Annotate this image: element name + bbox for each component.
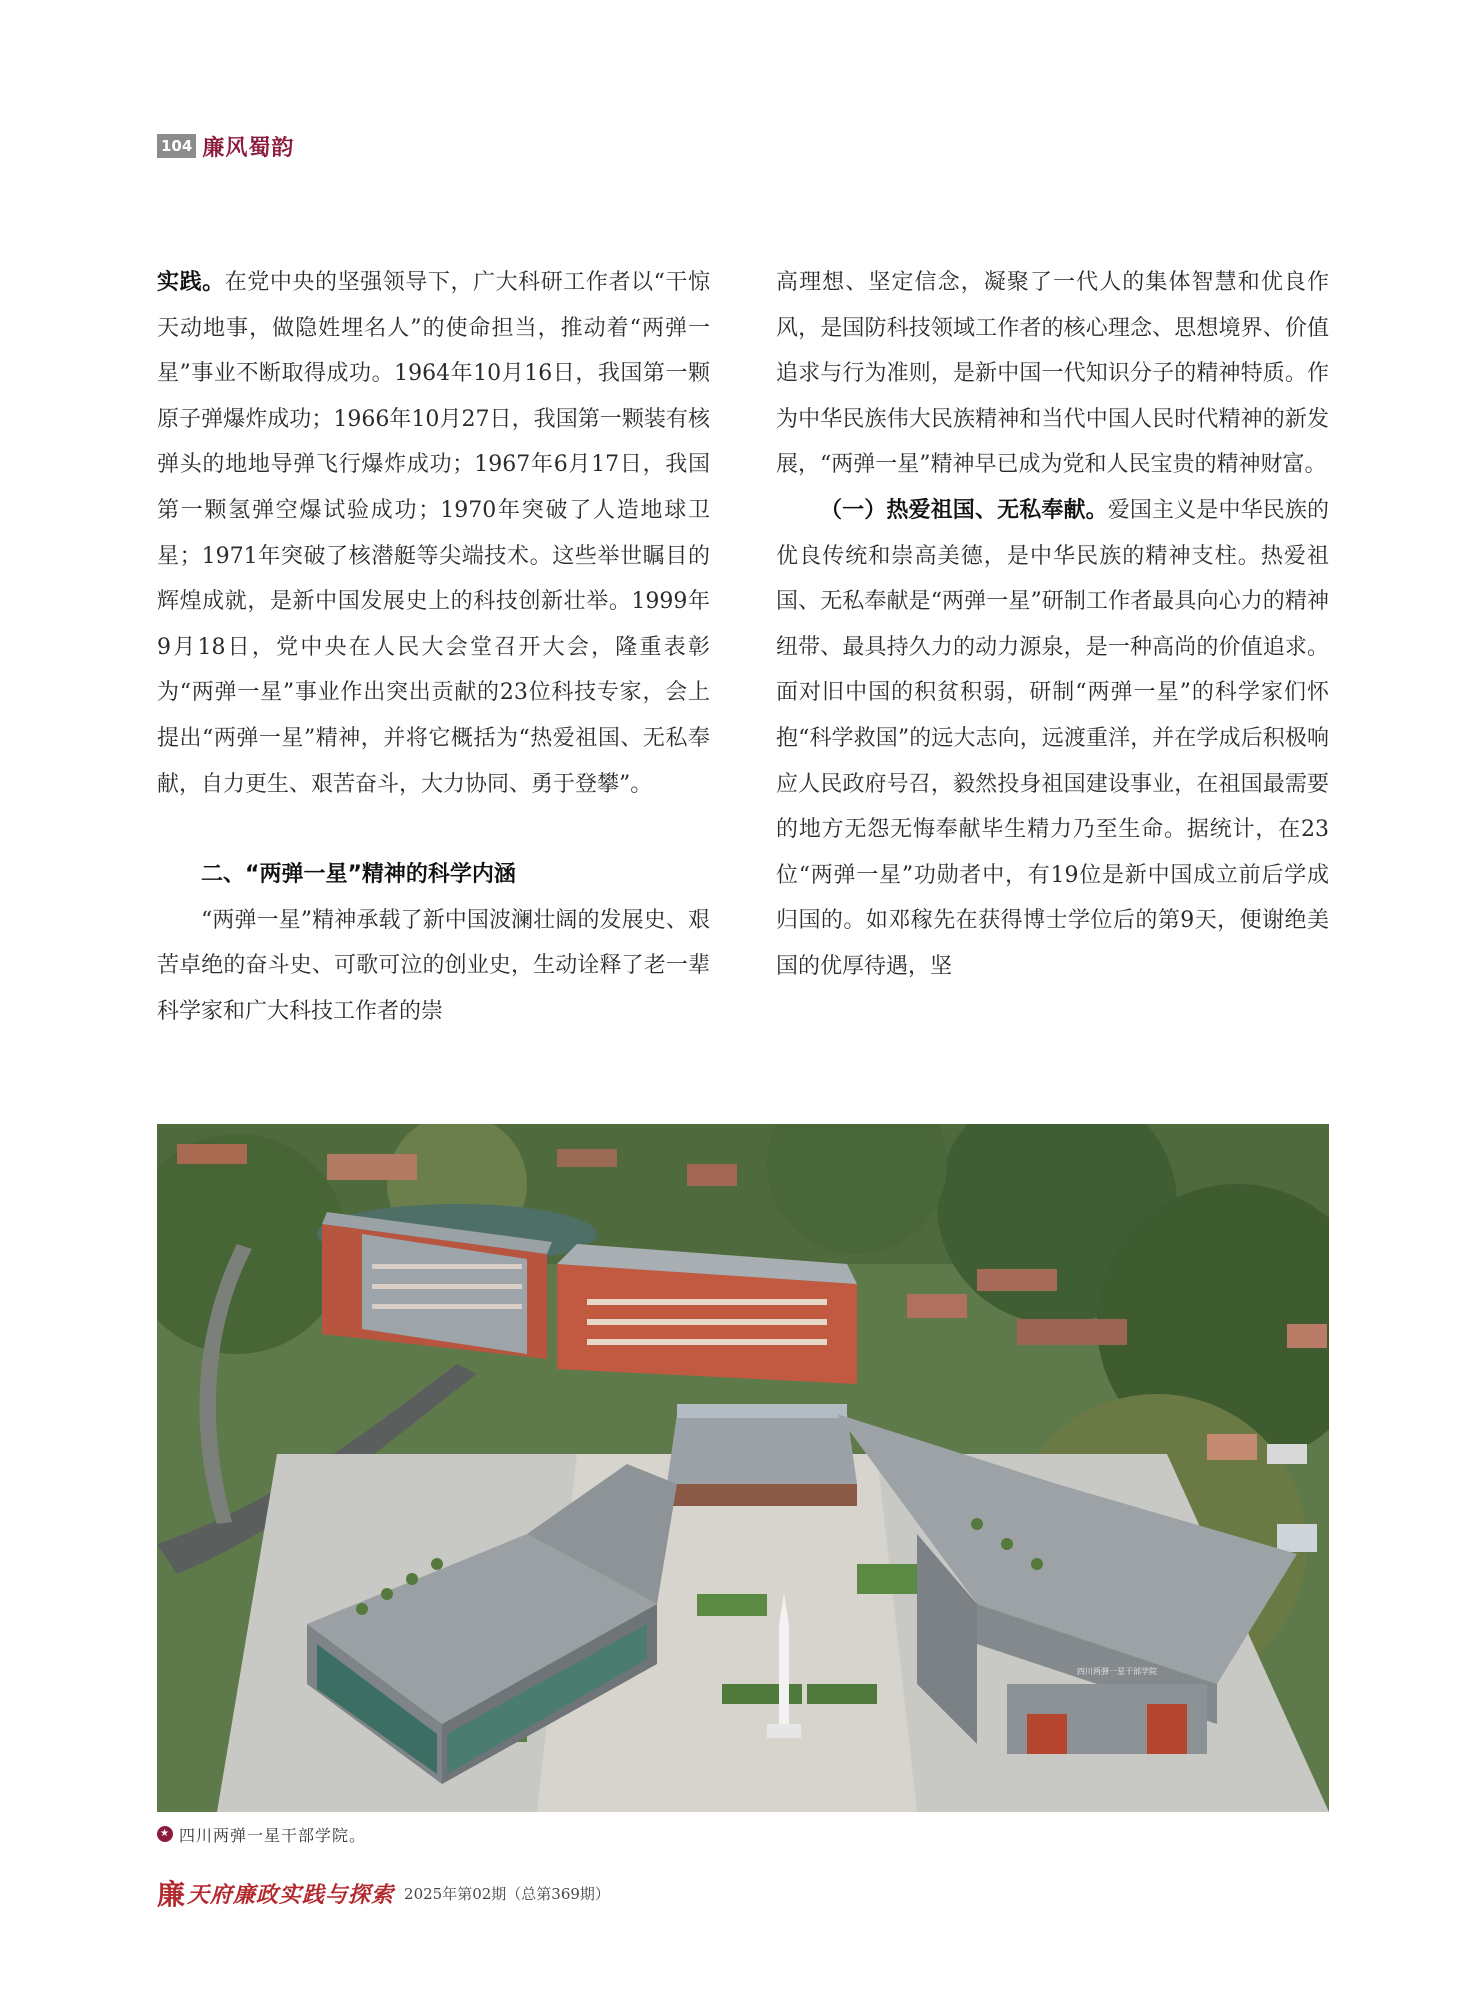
building-sign: 四川两弹一星干部学院 bbox=[1077, 1667, 1157, 1676]
paragraph-text: 在党中央的坚强领导下，广大科研工作者以“干惊天动地事，做隐姓埋名人”的使命担当，推动着“两弹一星”事业不断取得成功。1964年10月16日，我国第一颗原子弹爆炸成功；1966年10月27日，我国第一颗装有核弹头的地地导弹飞行爆炸成功；1967年6月17日，我国第一颗氢弹空爆试验成功；1970年突破了人造地球卫星；1971年突破了核潜艇等尖端技术。这些举世瞩目的辉煌成就，是新中国发展史上的科技创新壮举。1999年9月18日，党中央在人民大会堂召开大会，隆重表彰为“两弹一星”事业作出突出贡献的23位科技专家，会上提出“两弹一星”精神，并将它概括为“热爱祖国、无私奉献，自力更生、艰苦奋斗，大力协同、勇于登攀”。 bbox=[157, 270, 710, 797]
paragraph-lead: （一）热爱祖国、无私奉献。 bbox=[820, 497, 1108, 523]
journal-title: 天府廉政实践与探索 bbox=[187, 1881, 395, 1908]
paragraph-text: 爱国主义是中华民族的优良传统和崇高美德，是中华民族的精神支柱。热爱祖国、无私奉献是“两弹一星”研制工作者最具向心力的精神纽带、最具持久力的动力源泉，是一种高尚的价值追求。面对旧中国的积贫积弱，研制“两弹一星”的科学家们怀抱“科学救国”的远大志向，远渡重洋，并在学成后积极响应人民政府号召，毅然投身祖国建设事业，在祖国最需要的地方无怨无悔奉献毕生精力乃至生命。据统计，在23位“两弹一星”功勋者中，有19位是新中国成立前后学成归国的。如邓稼先在获得博士学位后的第9天，便谢绝美国的优厚待遇，坚 bbox=[776, 497, 1329, 979]
left-column bbox=[157, 260, 710, 1035]
paragraph bbox=[776, 488, 1329, 990]
right-column bbox=[776, 260, 1329, 990]
campus-aerial-photo bbox=[157, 1124, 1329, 1812]
star-badge-icon: ★ bbox=[157, 1826, 173, 1842]
paragraph bbox=[157, 260, 710, 807]
page-header bbox=[157, 132, 294, 160]
paragraph-lead: 实践。 bbox=[157, 270, 225, 295]
paragraph: 高理想、坚定信念，凝聚了一代人的集体智慧和优良作风，是国防科技领域工作者的核心理念、思想境界、价值追求与行为准则，是新中国一代知识分子的精神特质。作为中华民族伟大民族精神和当代中国人民时代精神的新发展，“两弹一星”精神早已成为党和人民宝贵的精神财富。 bbox=[776, 270, 1329, 478]
page-number: 104 bbox=[157, 134, 196, 158]
page-footer bbox=[157, 1877, 610, 1909]
journal-logo-icon: 廉 bbox=[157, 1878, 186, 1911]
section-title: 廉风蜀韵 bbox=[202, 135, 295, 161]
section-heading: 二、“两弹一星”精神的科学内涵 bbox=[201, 862, 516, 888]
photo-caption bbox=[157, 1822, 366, 1846]
issue-info: 2025年第02期（总第369期） bbox=[404, 1884, 610, 1903]
caption-text: 四川两弹一星干部学院。 bbox=[179, 1825, 367, 1845]
paragraph: “两弹一星”精神承载了新中国波澜壮阔的发展史、艰苦卓绝的奋斗史、可歌可泣的创业史，生动诠释了老一辈科学家和广大科技工作者的崇 bbox=[157, 907, 710, 1024]
